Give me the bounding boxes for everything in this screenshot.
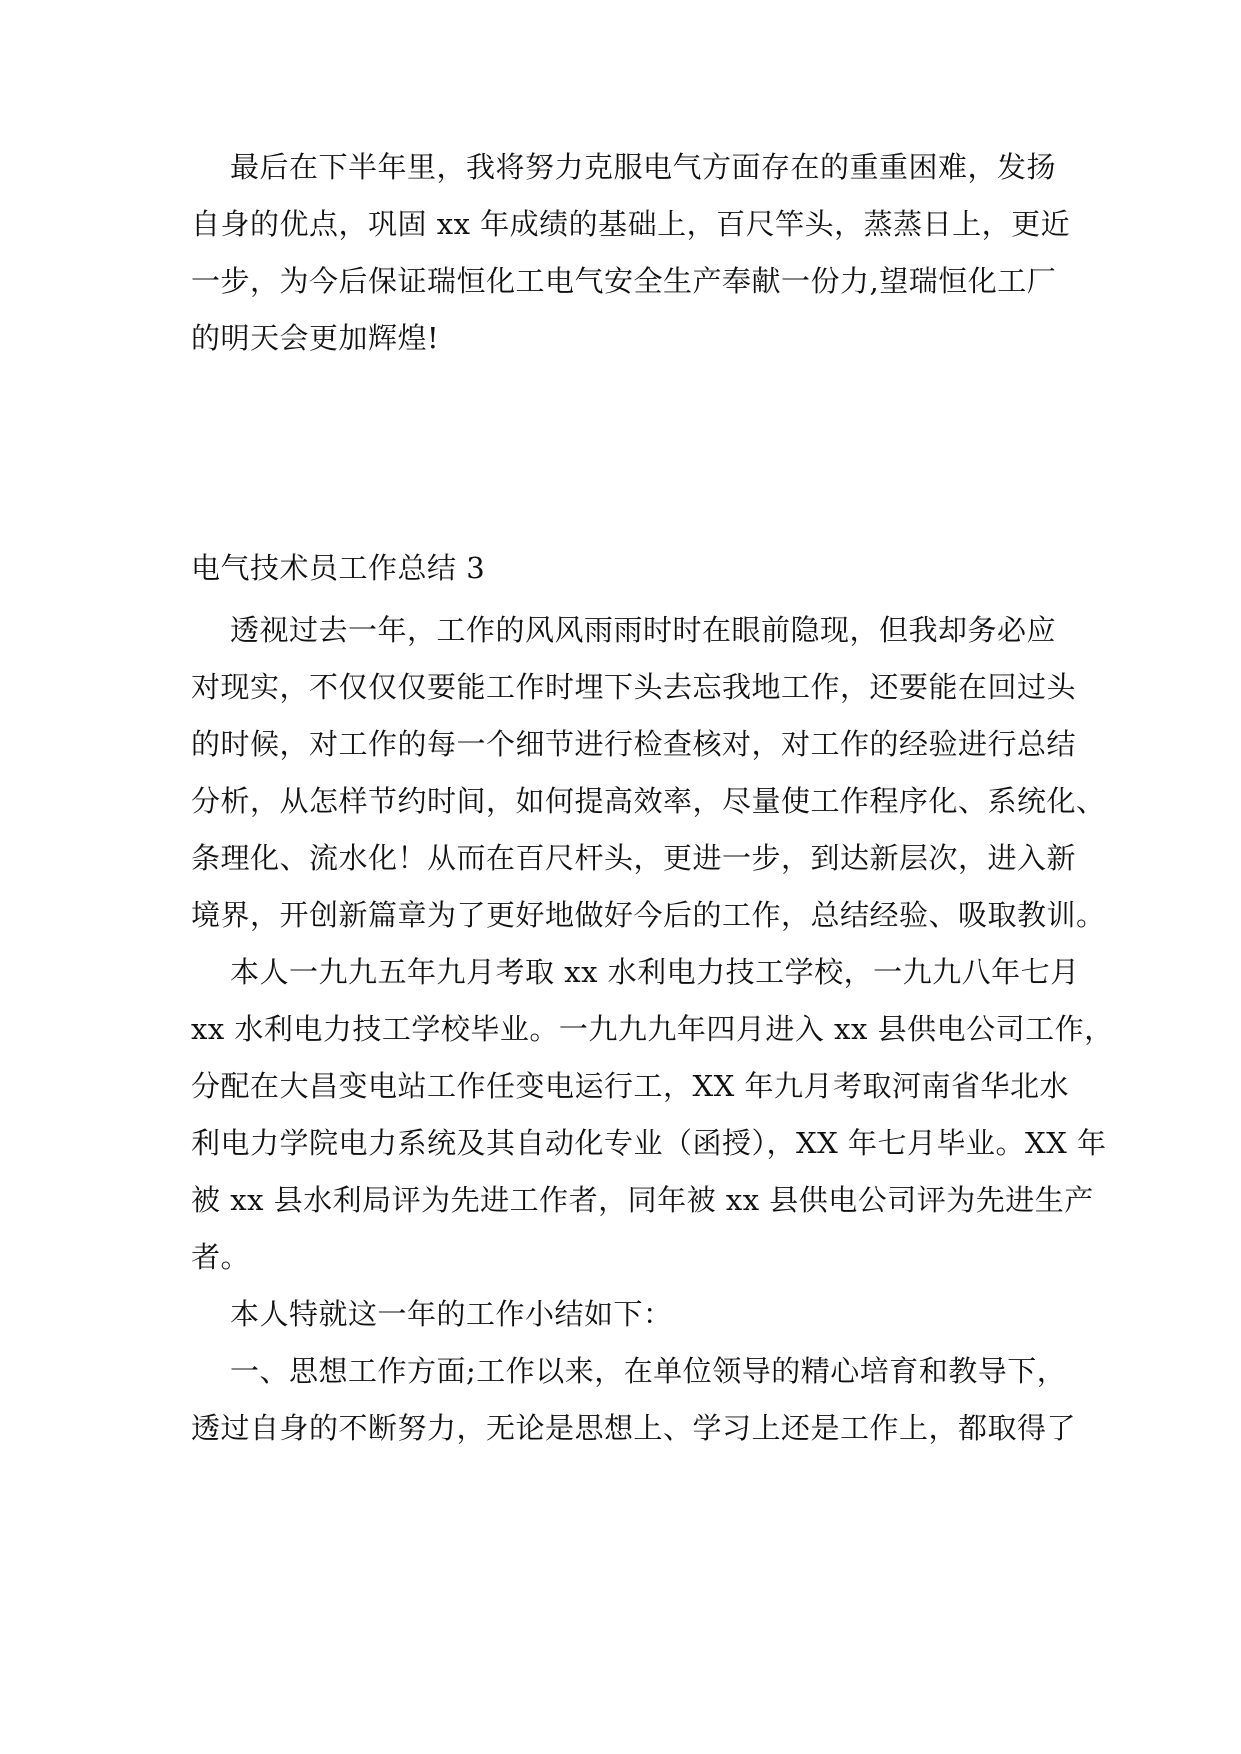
- text-line: 分配在大昌变电站工作任变电运行工，XX 年九月考取河南省华北水: [191, 1069, 1070, 1103]
- text-line: 分析，从怎样节约时间，如何提高效率，尽量使工作程序化、系统化、: [191, 784, 1106, 818]
- text-line: 本人一九九五年九月考取 xx 水利电力技工学校，一九九八年七月: [230, 955, 1080, 989]
- text-line: 透视过去一年，工作的风风雨雨时时在眼前隐现，但我却务必应: [230, 613, 1057, 647]
- text-line: xx 水利电力技工学校毕业。一九九九年四月进入 xx 县供电公司工作，: [191, 1012, 1114, 1046]
- text-line: 利电力学院电力系统及其自动化专业（函授），XX 年七月毕业。XX 年: [191, 1126, 1107, 1160]
- text-line: 最后在下半年里，我将努力克服电气方面存在的重重困难，发扬: [230, 150, 1057, 184]
- text-line: 境界，开创新篇章为了更好地做好今后的工作，总结经验、吸取教训。: [191, 898, 1106, 932]
- text-line: 透过自身的不断努力，无论是思想上、学习上还是工作上，都取得了: [191, 1411, 1077, 1445]
- text-line: 条理化、流水化！从而在百尺杆头，更进一步，到达新层次，进入新: [191, 841, 1077, 875]
- text-line: 一步，为今后保证瑞恒化工电气安全生产奉献一份力,望瑞恒化工厂: [191, 264, 1057, 298]
- text-line: 自身的优点，巩固 xx 年成绩的基础上，百尺竿头，蒸蒸日上，更近: [191, 207, 1071, 241]
- text-line: 的时候，对工作的每一个细节进行检查核对，对工作的经验进行总结: [191, 727, 1077, 761]
- text-line: 被 xx 县水利局评为先进工作者，同年被 xx 县供电公司评为先进生产: [191, 1183, 1094, 1217]
- text-line: 的明天会更加辉煌!: [191, 321, 440, 355]
- text-line: 一、思想工作方面;工作以来，在单位领导的精心培育和教导下，: [230, 1354, 1067, 1388]
- text-line: 对现实，不仅仅仅要能工作时埋下头去忘我地工作，还要能在回过头: [191, 670, 1077, 704]
- text-line: 本人特就这一年的工作小结如下：: [230, 1297, 673, 1331]
- text-line: 者。: [191, 1240, 251, 1274]
- section-heading: 电气技术员工作总结 3: [191, 551, 486, 585]
